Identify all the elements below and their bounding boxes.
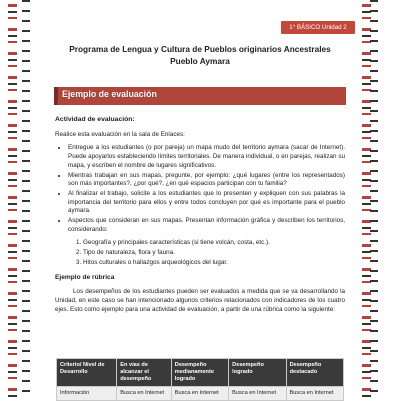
list-item: • Entregue a los estudiantes (o por pareja) un mapa mudo del territorio aymara (sacar de Internet). Puede apoyarlos estableciendo límites territoriales. De manera individual, o en parejas, realizan su mapa, y escriben el nombre de lugares significativos. xyxy=(68,144,345,170)
section-title: Ejemplo de evaluación xyxy=(62,89,157,99)
document-subtitle: Pueblo Aymara xyxy=(170,56,230,66)
section-header-bar xyxy=(54,87,346,105)
main-content xyxy=(55,116,345,319)
activity-heading: Actividad de evaluación: xyxy=(55,116,135,123)
table-cell: Busca en Internet xyxy=(117,387,172,401)
list-item: • Aspectos que consideran en sus mapas. Presentan información gráfica y describen los territorios, considerando: xyxy=(68,217,345,234)
list-item: • Mientras trabajan en sus mapas, pregunte, por ejemplo: ¿qué lugares (entre los representados) son más importantes?, ¿por qué?, ¿en qué espacios participan con tu familia? xyxy=(68,172,345,189)
right-decorative-border xyxy=(362,0,392,400)
left-decorative-border xyxy=(8,0,38,400)
table-header-row xyxy=(57,359,344,387)
list-item: 1. Geografía y principales características (si tiene volcán, costa, etc.). xyxy=(83,239,345,248)
column-header: Desempeño destacado xyxy=(286,359,343,387)
column-header: Desempeño logrado xyxy=(229,359,286,387)
table-cell: Busca en Internet xyxy=(171,387,228,401)
document-title: Programa de Lengua y Cultura de Pueblos originarios Ancestrales xyxy=(69,44,331,54)
table-row xyxy=(57,387,344,401)
activity-bullet-list xyxy=(55,144,345,234)
rubric-heading: Ejemplo de rúbrica xyxy=(55,273,115,281)
activity-intro: Realice esta evaluación en la sala de Enlaces: xyxy=(55,130,185,138)
column-header: Criterio/ Nivel de Desarrollo xyxy=(57,359,117,387)
list-item: • Al finalizar el trabajo, solicite a los estudiantes que lo presenten y expliquen con sus palabras la importancia del territorio para ellos y entre todos concluyen por qué es importante para el pueblo aymara. xyxy=(68,190,345,216)
criteria-numbered-list xyxy=(55,239,345,267)
rubric-intro: Los desempeños de los estudiantes pueden ser evaluados a medida que se va desarrollando la Unidad, en este caso se han intencionado algunos criterios relacionados con indicadores de los cuatro ejes. Esto como ejemplo para una actividad de evaluación, a partir de una rúbrica como la siguiente: xyxy=(55,288,345,313)
table-cell: Busca en Internet xyxy=(286,387,343,401)
table-cell: Busca en Internet xyxy=(229,387,286,401)
grade-unit-badge: 1° BÁSICO Unidad 2 xyxy=(281,21,355,34)
column-header: En vías de alcanzar el desempeño xyxy=(117,359,172,387)
list-item: 2. Tipo de naturaleza, flora y fauna. xyxy=(83,249,345,258)
rubric-table xyxy=(56,358,344,401)
table-cell: Información xyxy=(57,387,117,401)
column-header: Desempeño medianamente logrado xyxy=(171,359,228,387)
list-item: 3. Hitos culturales o hallazgos arqueológicos del lugar. xyxy=(83,259,345,268)
